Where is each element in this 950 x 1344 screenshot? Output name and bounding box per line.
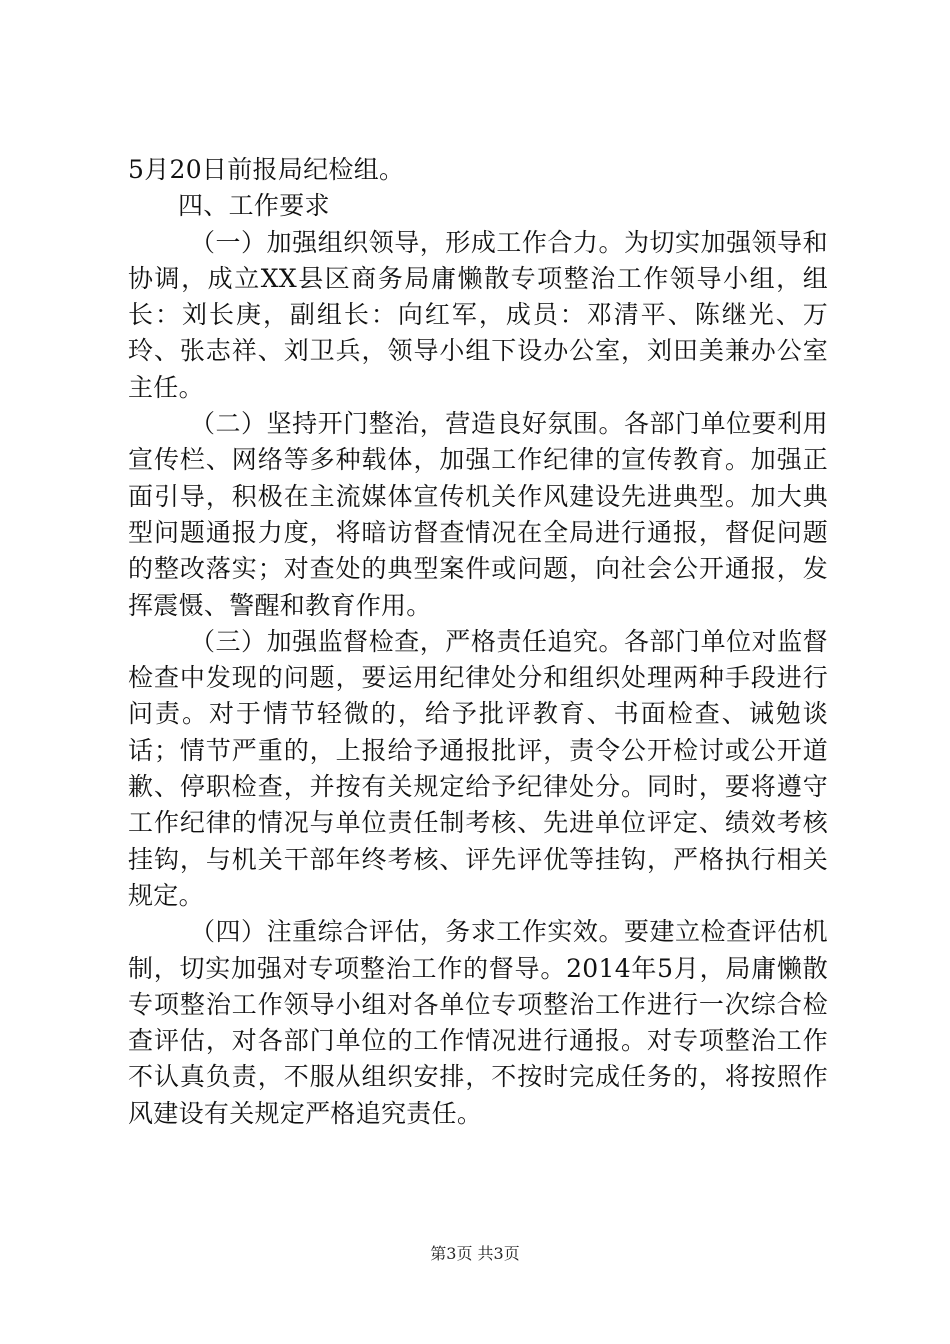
paragraph-requirement-3: （三）加强监督检查，严格责任追究。各部门单位对监督检查中发现的问题，要运用纪律处分和组织处理两种手段进行问责。对于情节轻微的，给予批评教育、书面检查、诫勉谈话；情节严重的，上报给予通报批评，责令公开检讨或公开道歉、停职检查，并按有关规定给予纪律处分。同时，要将遵守工作纪律的情况与单位责任制考核、先进单位评定、绩效考核挂钩，与机关干部年终考核、评先评优等挂钩，严格执行相关规定。	[128, 626, 828, 910]
section-heading-work-requirements: 四、工作要求	[178, 191, 330, 221]
document-body	[128, 152, 828, 1132]
paragraph-requirement-2: （二）坚持开门整治，营造良好氛围。各部门单位要利用宣传栏、网络等多种载体，加强工作纪律的宣传教育。加强正面引导，积极在主流媒体宣传机关作风建设先进典型。加大典型问题通报力度，将暗访督查情况在全局进行通报，督促问题的整改落实；对查处的典型案件或问题，向社会公开通报，发挥震慑、警醒和教育作用。	[128, 409, 828, 620]
page-number-footer: 第3页 共3页	[430, 1244, 520, 1263]
paragraph-requirement-4: （四）注重综合评估，务求工作实效。要建立检查评估机制，切实加强对专项整治工作的督导。2014年5月，局庸懒散专项整治工作领导小组对各单位专项整治工作进行一次综合检查评估，对各部门单位的工作情况进行通报。对专项整治工作不认真负责，不服从组织安排，不按时完成任务的，将按照作风建设有关规定严格追究责任。	[128, 917, 828, 1128]
paragraph-deadline: 5月20日前报局纪检组。	[128, 155, 405, 184]
paragraph-requirement-1: （一）加强组织领导，形成工作合力。为切实加强领导和协调，成立XX县区商务局庸懒散专项整治工作领导小组，组长：刘长庚，副组长：向红军，成员：邓清平、陈继光、万玲、张志祥、刘卫兵，领导小组下设办公室，刘田美兼办公室主任。	[128, 227, 828, 402]
